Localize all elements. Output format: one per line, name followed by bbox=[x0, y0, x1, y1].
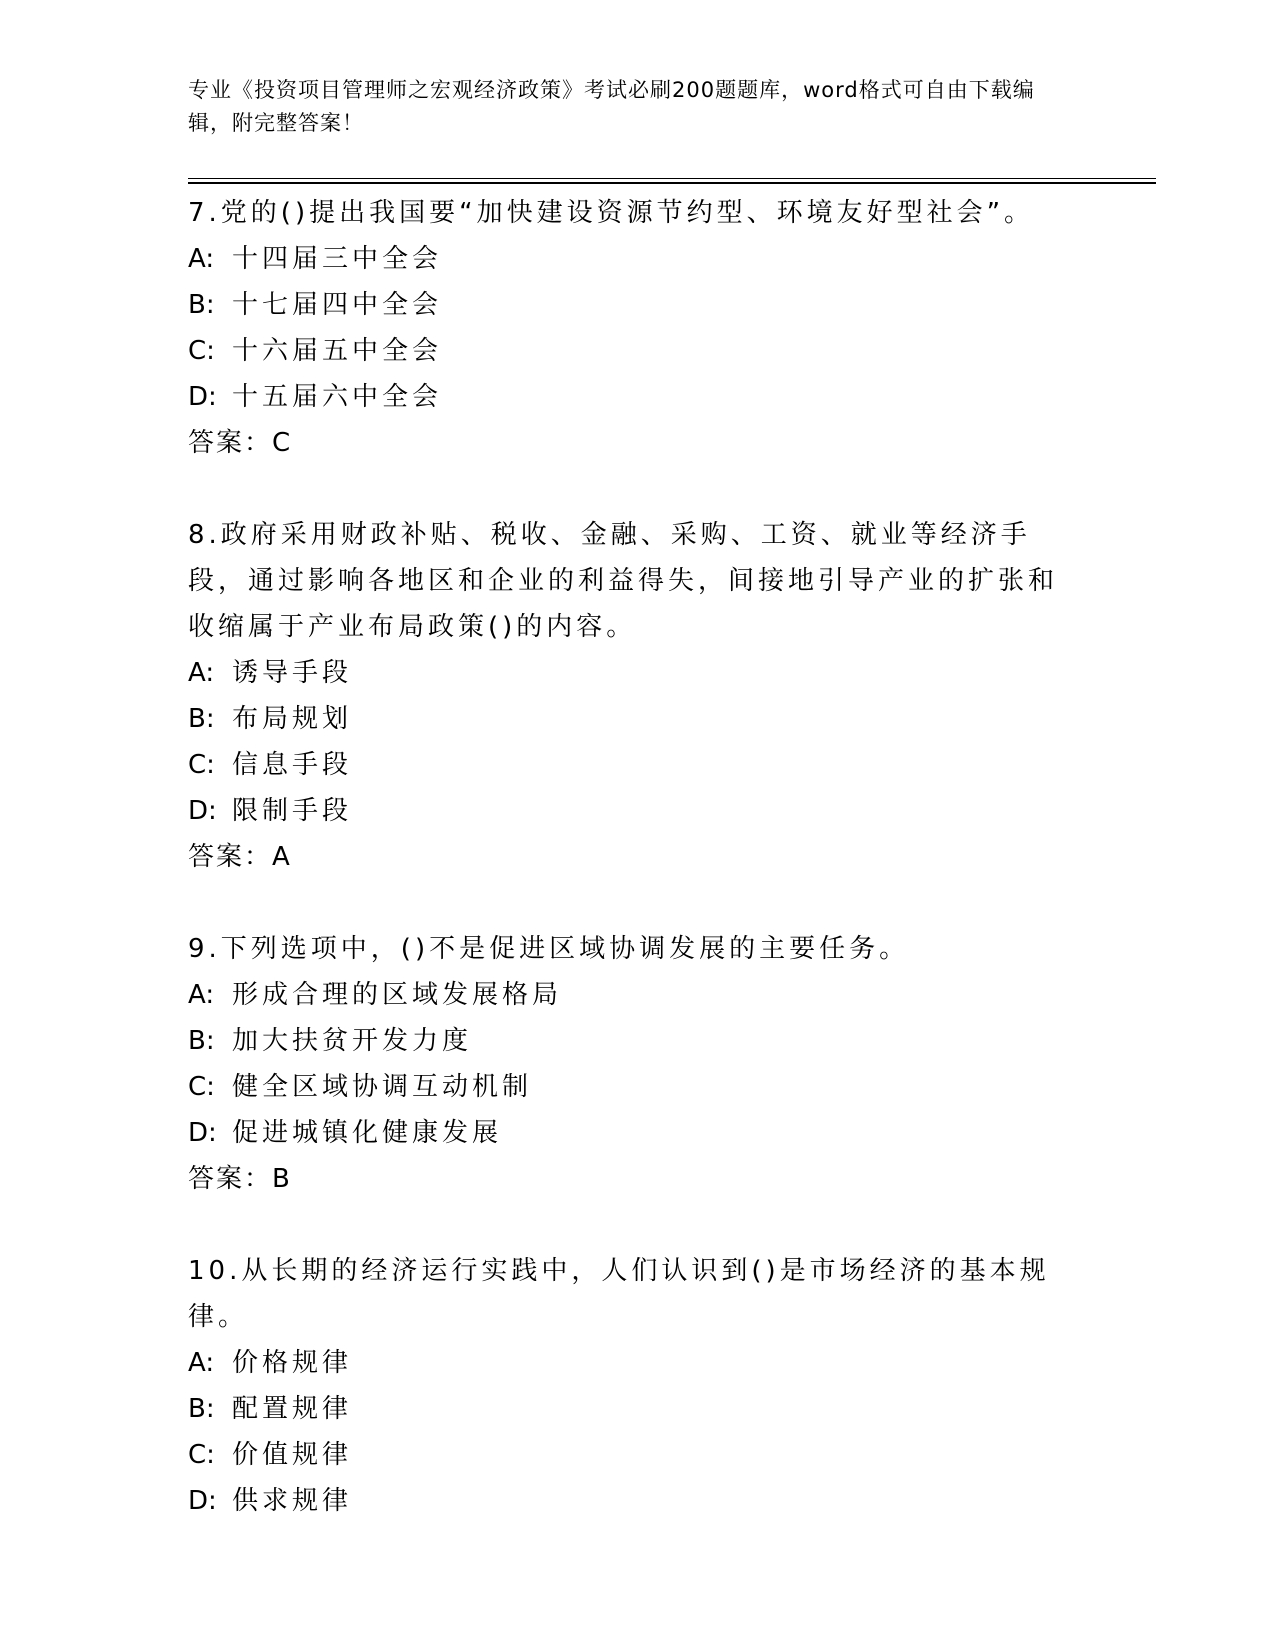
question-9 bbox=[188, 926, 1068, 1202]
answer-value: A bbox=[272, 842, 292, 872]
answer-label: 答案： bbox=[188, 428, 273, 458]
answer-label: 答案： bbox=[188, 842, 273, 872]
option-letter: D: bbox=[188, 1118, 217, 1148]
option-c bbox=[188, 742, 1068, 788]
option-a bbox=[188, 650, 1068, 696]
option-b bbox=[188, 1018, 1068, 1064]
answer-value: C bbox=[272, 428, 293, 458]
answer-label: 答案： bbox=[188, 1164, 273, 1194]
option-letter: C: bbox=[188, 336, 215, 366]
option-text: 加大扶贫开发力度 bbox=[232, 1026, 473, 1056]
option-letter: D: bbox=[188, 382, 217, 412]
option-text: 信息手段 bbox=[232, 750, 353, 780]
option-text: 十四届三中全会 bbox=[232, 244, 443, 274]
option-b bbox=[188, 282, 1068, 328]
option-b bbox=[188, 696, 1068, 742]
answer-value: B bbox=[272, 1164, 292, 1194]
option-text: 十七届四中全会 bbox=[232, 290, 443, 320]
option-text: 布局规划 bbox=[232, 704, 353, 734]
option-letter: D: bbox=[188, 796, 217, 826]
option-letter: A: bbox=[188, 1348, 215, 1378]
option-d bbox=[188, 1110, 1068, 1156]
header-rule-thick bbox=[188, 182, 1156, 184]
option-text: 形成合理的区域发展格局 bbox=[232, 980, 563, 1010]
option-letter: C: bbox=[188, 1072, 215, 1102]
option-d bbox=[188, 788, 1068, 834]
answer-line bbox=[188, 834, 1068, 880]
option-letter: D: bbox=[188, 1486, 217, 1516]
question-text: 8.政府采用财政补贴、税收、金融、采购、工资、就业等经济手段，通过影响各地区和企业的利益得失，间接地引导产业的扩张和收缩属于产业布局政策()的内容。 bbox=[188, 520, 1059, 642]
option-text: 十六届五中全会 bbox=[232, 336, 443, 366]
option-letter: B: bbox=[188, 1026, 215, 1056]
option-letter: A: bbox=[188, 244, 215, 274]
option-text: 价格规律 bbox=[232, 1348, 353, 1378]
option-text: 价值规律 bbox=[232, 1440, 353, 1470]
option-text: 十五届六中全会 bbox=[232, 382, 443, 412]
option-text: 限制手段 bbox=[232, 796, 353, 826]
option-letter: A: bbox=[188, 980, 215, 1010]
question-8 bbox=[188, 512, 1068, 880]
option-text: 配置规律 bbox=[232, 1394, 353, 1424]
question-10 bbox=[188, 1248, 1068, 1524]
option-text: 诱导手段 bbox=[232, 658, 353, 688]
option-letter: C: bbox=[188, 750, 215, 780]
option-b bbox=[188, 1386, 1068, 1432]
option-a bbox=[188, 236, 1068, 282]
question-7 bbox=[188, 190, 1068, 466]
option-a bbox=[188, 1340, 1068, 1386]
question-list bbox=[188, 190, 1068, 1570]
option-letter: B: bbox=[188, 704, 215, 734]
option-letter: B: bbox=[188, 1394, 215, 1424]
option-text: 健全区域协调互动机制 bbox=[232, 1072, 533, 1102]
option-letter: A: bbox=[188, 658, 215, 688]
option-c bbox=[188, 328, 1068, 374]
answer-line bbox=[188, 1156, 1068, 1202]
option-text: 促进城镇化健康发展 bbox=[232, 1118, 503, 1148]
option-letter: C: bbox=[188, 1440, 215, 1470]
option-text: 供求规律 bbox=[232, 1486, 353, 1516]
question-text: 9.下列选项中，()不是促进区域协调发展的主要任务。 bbox=[188, 934, 910, 964]
document-header: 专业《投资项目管理师之宏观经济政策》考试必刷200题题库，word格式可自由下载编辑，附完整答案！ bbox=[188, 78, 1035, 135]
header-rule-thin bbox=[188, 178, 1156, 179]
option-d bbox=[188, 1478, 1068, 1524]
option-c bbox=[188, 1064, 1068, 1110]
answer-line bbox=[188, 420, 1068, 466]
question-text: 7.党的()提出我国要“加快建设资源节约型、环境友好型社会”。 bbox=[188, 198, 1035, 228]
option-d bbox=[188, 374, 1068, 420]
option-a bbox=[188, 972, 1068, 1018]
question-text: 10.从长期的经济运行实践中，人们认识到()是市场经济的基本规律。 bbox=[188, 1256, 1050, 1332]
option-letter: B: bbox=[188, 290, 215, 320]
option-c bbox=[188, 1432, 1068, 1478]
